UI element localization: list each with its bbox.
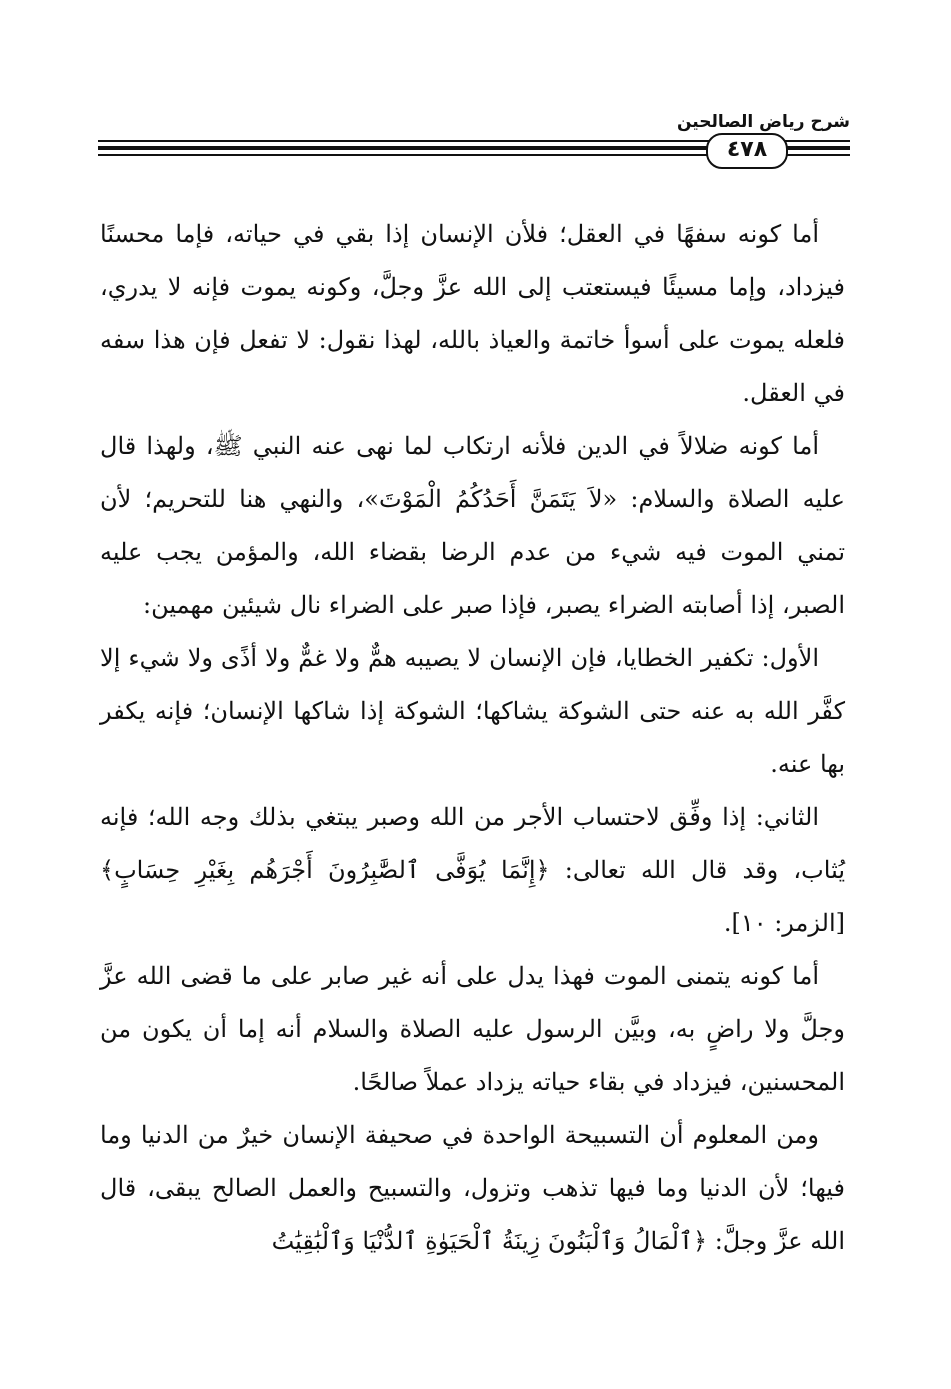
running-title: شرح رياض الصالحين [676,112,850,132]
page-body [100,208,845,1268]
paragraph: ومن المعلوم أن التسبيحة الواحدة في صحيفة الإنسان خيرٌ من الدنيا وما فيها؛ لأن الدنيا وما فيها تذهب وتزول، والتسبيح والعمل الصالح يبقى، قال الله عزَّ وجلَّ: ﴿ٱلْمَالُ وَٱلْبَنُونَ زِينَةُ ٱلْحَيَوٰةِ ٱلدُّنْيَا وَٱلْبَٰقِيَٰتُ [100,1121,845,1255]
page-number: ٤٧٨ [706,133,788,169]
page-header [98,112,850,168]
paragraph: أما كونه ضلالاً في الدين فلأنه ارتكاب لما نهى عنه النبي ﷺ، ولهذا قال عليه الصلاة والسلام: «لاَ يَتَمَنَّ أَحَدُكُمُ الْمَوْتَ»، والنهي هنا للتحريم؛ لأن تمني الموت فيه شيء من عدم الرضا بقضاء الله، والمؤمن يجب عليه الصبر، إذا أصابته الضراء يصبر، فإذا صبر على الضراء نال شيئين مهمين: [100,432,845,619]
paragraph: أما كونه سفهًا في العقل؛ فلأن الإنسان إذا بقي في حياته، فإما محسنًا فيزداد، وإما مسيئًا فيستعتب إلى الله عزَّ وجلَّ، وكونه يموت فإنه لا يدري، فلعله يموت على أسوأ خاتمة والعياذ بالله، لهذا نقول: لا تفعل فإن هذا سفه في العقل. [100,220,845,407]
paragraph: الأول: تكفير الخطايا، فإن الإنسان لا يصيبه همٌّ ولا غمٌّ ولا أذًى ولا شيء إلا كفَّر الله به عنه حتى الشوكة يشاكها؛ الشوكة إذا شاكها الإنسان؛ فإنه يكفر بها عنه. [100,644,845,778]
paragraph: أما كونه يتمنى الموت فهذا يدل على أنه غير صابر على ما قضى الله عزَّ وجلَّ ولا راضٍ به، وبيَّن الرسول عليه الصلاة والسلام أنه إما أن يكون من المحسنين، فيزداد في بقاء حياته يزداد عملاً صالحًا. [100,962,845,1096]
paragraph: الثاني: إذا وفِّق لاحتساب الأجر من الله وصبر يبتغي بذلك وجه الله؛ فإنه يُثاب، وقد قال الله تعالى: ﴿إِنَّمَا يُوَفَّى ٱلصَّٰبِرُونَ أَجْرَهُم بِغَيْرِ حِسَابٍ﴾ [الزمر: ١٠]. [100,803,845,937]
